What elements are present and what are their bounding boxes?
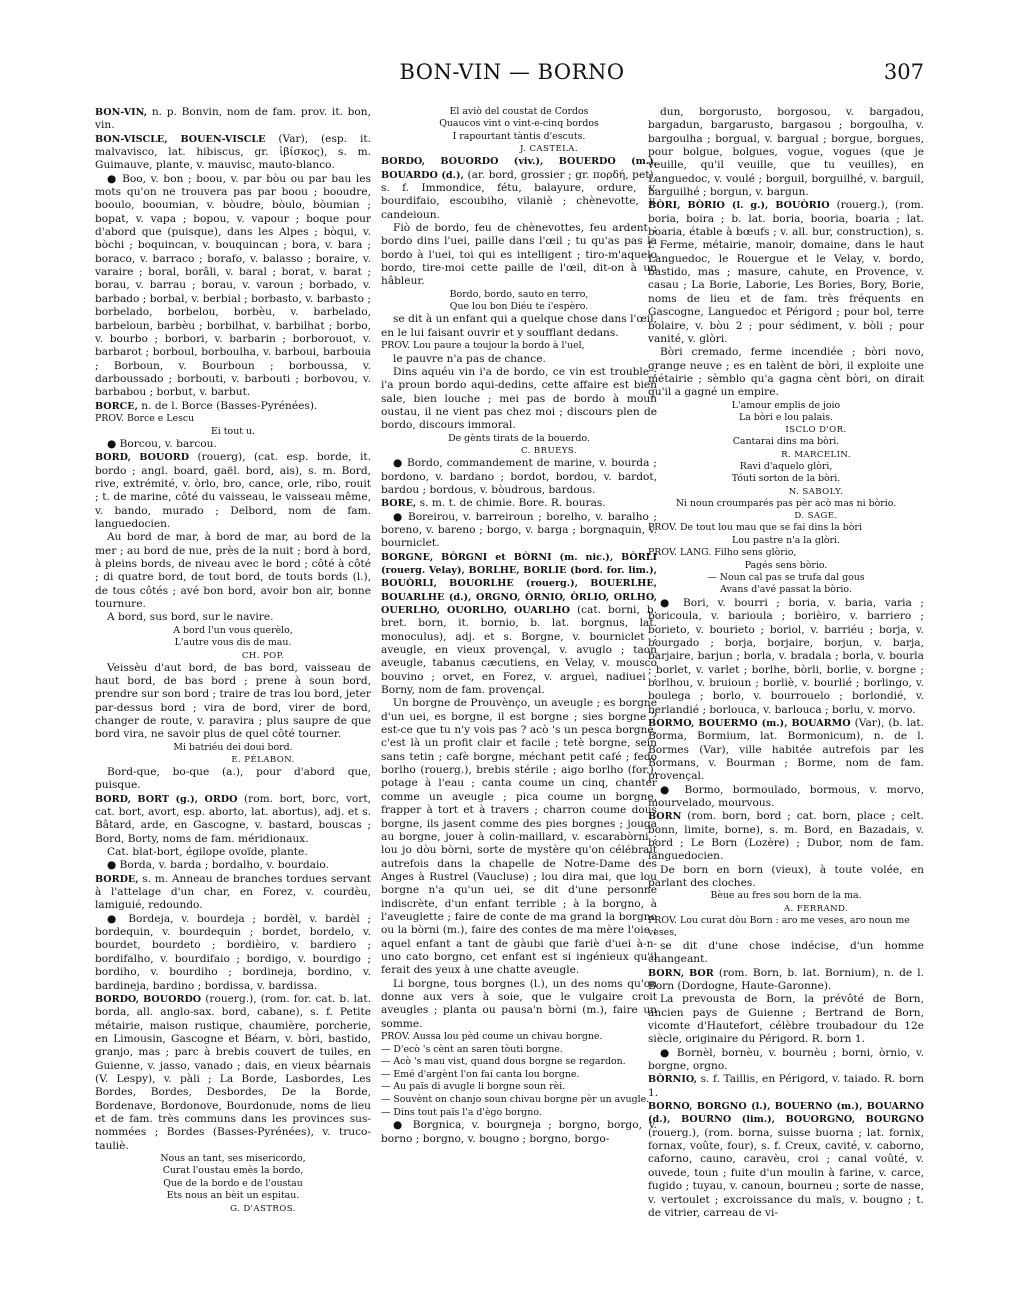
proverb-line: — D'ecò 's cènt an saren tòuti borgne.	[381, 1043, 563, 1055]
dictionary-entry	[95, 133, 371, 173]
quote-attribution: N. SABOLY.	[788, 486, 844, 497]
dictionary-entry	[381, 155, 657, 222]
entry-headword: BÒRI, BÒRIO (l. g.), BOUÒRIO	[648, 200, 830, 212]
quote-attribution: CH. POP.	[241, 650, 285, 661]
entry-text: n. p. Bonvin, nom de fam. prov. it. bon, vin.	[95, 106, 371, 132]
verse-line: Tóuti sorton de la bòri.	[731, 473, 841, 485]
entry-headword: BORMO, BOUERMO (m.), BOUARMO	[648, 717, 851, 729]
dictionary-entry	[95, 451, 371, 531]
verse-line: Cantarai dins ma bòri.	[732, 436, 840, 448]
dictionary-entry	[648, 810, 924, 863]
proverb-line: PROV. Lou paure a toujour la bordo à l'uel,	[381, 340, 585, 352]
dictionary-entry	[648, 1100, 924, 1220]
entry-paragraph: dun, borgorusto, borgosou, v. bargadou, bargadun, bargarusto, bargasou ; borgoulha, v. bargoulha ; borgual, v. bargual ; borgue, borgues, pour bolgue, bolgues, vogue, vogues (que je veuille, qu'il veuille, que tu veuilles), en Languedoc, v. voulé ; borguil, borguilhé, v. barguil, barguilhé ; borgun, v. bargun.	[648, 106, 924, 199]
entry-text: (rouerg), (cat. esp. borde, it. bordo ; angl. board, gaël. bord, ais), s. m. Bord, rive, extrémité, v. òrlo, bro, cance, orle, ribo, rouit ; t. de marine, côté du vaisseau, le vaisseau même, v. bando, murado ; Delbord, nom de fam. languedocien.	[95, 451, 371, 530]
entry-text: s. m. Anneau de branches tordues servant à l'attelage d'un char, en Forez, v. courdèu, lamiguié, redoundo.	[95, 872, 371, 912]
verse-line: Bèue au fres sou born de la ma.	[710, 890, 862, 902]
entry-paragraph: ● Bornèl, bornèu, v. bournèu ; borni, òrnio, v. borgne, orgno.	[648, 1046, 924, 1073]
quote-attribution: J. CASTELA.	[520, 144, 578, 155]
proverb-line: PROV. Lou curat dòu Born : aro me veses, aro noun me veses,	[648, 914, 910, 939]
verse-line: — Noun cal pas se trufa dal gous	[707, 572, 865, 583]
entry-text: (rom. born, bord ; cat. born, place ; celt. bonn, limite, borne), s. m. Bord, en Bazadais, v. bord ; Le Born (Lozère) ; Dubor, nom de fam. languedocien.	[648, 810, 924, 863]
proverb-line: — Acò 's mau vist, quand dous borgne se regardon.	[381, 1056, 626, 1068]
verse-line: L'amour emplis de joio	[731, 399, 841, 411]
verse-line: Ravi d'aquelo glòri,	[739, 460, 833, 472]
quote-attribution: G. D'ASTROS.	[230, 1203, 296, 1214]
verse-line: De gènts tirats de la bouerdo.	[448, 432, 590, 444]
entry-paragraph: ● Bormo, bormoulado, bormous, v. morvo, mourvelado, mourvous.	[648, 783, 924, 809]
entry-paragraph: ● Borgnica, v. bourgneja ; borgno, borgo, v. borno ; borgno, v. bougno ; borgno, borgo-	[381, 1119, 657, 1145]
verse-line: Que de la bordo e de l'oustau	[163, 1177, 303, 1189]
entry-paragraph: Dins aquéu vin i'a de bordo, ce vin est trouble ; i'a proun bordo aqui-dedins, cette affaire est bien sale, bien louche ; mei pas de bordo à moun oustau, il ne vient pas chez moi ; discours plen de bordo, discours immoral.	[381, 366, 657, 432]
quote-attribution: A. FERRAND.	[783, 903, 849, 914]
dictionary-entry	[95, 993, 371, 1153]
quote-attribution: D. SAGE.	[794, 511, 838, 521]
entry-text: (rom. Born, b. lat. Bornium), n. de l. Born (Dordogne, Haute-Garonne).	[648, 966, 924, 992]
entry-headword: BORDO, BOUORDO	[95, 993, 202, 1005]
entry-headword: BON-VISCLE, BOUEN-VISCLE	[95, 133, 266, 145]
column-3	[648, 106, 924, 1276]
verse-line: Ni noun croumparés pas pèr acò mas ni bòrio.	[675, 497, 897, 509]
entry-paragraph: Bòri cremado, ferme incendiée ; bòri novo, grange neuve ; es en talènt de bòri, il exploite une métairie ; sèmblo qu'a gagna cènt bòri, on dirait qu'il a gagné un empire.	[648, 346, 924, 399]
entry-text: (rouerg.), (rom. for. cat. b. lat. borda, all. anglo-sax. bord, cabane), s. f. Petite métairie, maison rustique, chaumière, porcherie, en Limousin, Gascogne et Béarn, v. bòri, bastido, granjo, mas ; parc à brebis couvert de tuiles, en Guienne, v. jasso, vanado ; dais, en vieux béarnais (V. Lespy), v. pàli ; La Borde, Lasbordes, Les Bordes, Bordes, Desbordes, De la Borde, Bordenave, Bordonove, Bourdonude, noms de lieu et de fam. très communs dans les provinces sus-nommées ; Bordes (Basses-Pyrénées), v. truco-tauliè.	[95, 992, 371, 1152]
entry-headword: BORD, BOUORD	[95, 452, 190, 464]
page-header	[0, 60, 1024, 96]
entry-headword: BORE,	[381, 498, 417, 510]
quote-attribution: C. BRUEYS.	[520, 446, 578, 457]
entry-paragraph: Fiò de bordo, feu de chènevottes, feu ardent ; bordo dins l'uei, paille dans l'œil ; tu qu'as pas la bordo à l'uei, toi qui es intelligent ; tiro-m'aquelo bordo, tire-moi cette paille de l'œil, dit-on à un hâbleur.	[381, 221, 657, 288]
quote-attribution: R. MARCELIN.	[781, 449, 851, 460]
proverb-line: PROV. Borce e Lescu	[95, 412, 195, 424]
verse-line: A bord l'un vous querèlo,	[173, 624, 293, 636]
page-title: BON-VIN — BORNO	[399, 60, 625, 84]
proverb-line: PROV. De tout lou mau que se fai dins la bòri	[648, 522, 862, 533]
verse-line: Avans d'avé passat la bòrio.	[720, 584, 852, 596]
verse-line: L'autre vous dis de mau.	[174, 637, 292, 649]
verse-line: Nous an tant, ses misericordo,	[160, 1152, 306, 1164]
dictionary-entry	[95, 793, 371, 846]
entry-paragraph: ● Boreirou, v. barreiroun ; borelho, v. baralho ; boreno, v. bareno ; borgo, v. barga ; borgnaquin, v. bourniclet.	[381, 510, 657, 550]
dictionary-entry	[95, 106, 371, 133]
column-2	[381, 106, 657, 1276]
entry-paragraph: ● Bori, v. bourri ; boria, v. baria, varia ; boricoula, v. barioula ; borièiro, v. barriero ; borieto, v. bourieto ; boriol, v. barriéu ; borja, v. bourgado ; borja, borjaire, borjun, v. barja, barjaire, barjun ; borla, v. bradala ; borla, v. bourla ; borlet, v. varlet ; borlhe, bòrli, borlie, v. borgne ; borlhou, v. bruioun ; borliè, v. bourlié ; borlingo, v. boulega ; borlo, v. bourrouelo ; borlondié, v. berlandié ; borlouca, v. barlouca ; borlu, v. morvo.	[648, 596, 924, 716]
entry-headword: BORDO, BOUORDO (viv.), BOUERDO (m.), BOUARDO (d.),	[381, 156, 657, 181]
entry-paragraph: Veissèu d'aut bord, de bas bord, vaisseau de haut bord, de bas bord ; prene à soun bord, prendre sur son bord ; traire de tras lou bord, jeter par-dessus bord ; vira de bord, virer de bord, changer de route, v. paravira ; plus saupre de que bord vira, ne savoir plus de quel côté tourner.	[95, 661, 371, 741]
entry-paragraph: Li borgne, tous borgnes (l.), un des noms qu'on donne aux vers à soie, que le vulgaire croit aveugles ; planta ou pausa'n bòrni (m.), faire un somme.	[381, 977, 657, 1030]
proverb-line: — Au païs di avugle li borgne soun rèi.	[381, 1081, 566, 1093]
entry-paragraph: A bord, sus bord, sur le navire.	[107, 611, 274, 624]
entry-headword: BORD, BORT (g.), ORDO	[95, 793, 238, 805]
entry-paragraph: ● Bordo, commandement de marine, v. bourda ; bordono, v. bardano ; bordot, bordou, v. bardot, bardou ; bordous, v. bòudrous, bardous.	[381, 457, 657, 496]
verse-line: I rapourtant tàntis d'escuts.	[452, 130, 586, 142]
dictionary-entry	[381, 551, 657, 698]
dictionary-entry	[381, 497, 657, 510]
entry-text: n. de l. Borce (Basses-Pyrénées).	[141, 399, 318, 412]
dictionary-entry	[648, 717, 924, 784]
entry-headword: BORNO, BORGNO (l.), BOUERNO (m.), BOUARNO (d.), BOURNO (lim.), BOUORGNO, BOURGNO	[648, 1101, 924, 1126]
entry-text: (cat. borni, b. bret. born, it. bornio, b. lat. borgnus, lat. monoculus), adj. et s. Borgne, v. bourniclet ; aveugle, en vieux provençal, v. avuglo ; taon aveugle, tabanus cæcutiens, en Velay, v. mousco bouvino ; orvet, en Forez, v. argueì, nadiuei ; Borny, nom de fam. provençal.	[381, 604, 657, 697]
entry-headword: BON-VIN,	[95, 107, 148, 118]
page-number: 307	[883, 60, 924, 84]
proverb-line: — Emé d'argènt l'on fai canta lou borgne.	[381, 1068, 580, 1080]
verse-line: Lou pastre n'a la glòri.	[732, 534, 840, 546]
verse-line: Ets nous an bèit un espitau.	[166, 1190, 300, 1202]
verse-line: Pagés sens bòrio.	[744, 559, 828, 571]
entry-text: (ar. bord, grossier ; gr. πορδή, pet), s. f. Immondice, fétu, balayure, ordure, v. bourdifaio, escoubiho, vilaniè ; chènevotte, v. candeioun.	[381, 168, 657, 221]
entry-paragraph: La prevousta de Born, la prévôté de Born, ancien pays de Guienne ; Bertrand de Born, vicomte d'Hautefort, célèbre troubadour du 12e siècle, originaire du Périgord. R. born 1.	[648, 993, 924, 1046]
entry-paragraph: ● Boo, v. bon ; boou, v. par bòu ou par bau les mots qu'on ne trouvera pas par boou ; booudre, booulo, booumian, v. bòudre, bòulo, bòumian ; bopat, v. vapa ; bopou, v. vapour ; boque pour d'abord que (puisque), dans les Alpes ; bòqui, v. bòchi ; boquincan, v. bouquincan ; bora, v. bara ; boraco, v. barraco ; borafo, v. balasso ; boraire, v. varaire ; boral, borâli, v. baral ; borat, v. barat ; borau, v. barrau ; borau, v. varoun ; borbado, v. barbado ; borbal, v. berbial ; borbasto, v. barbasto ; borbelado, borbelou, borbèu, v. barbelado, barbeloun, barbèu ; borbilhat, v. barbilhat ; borbo, v. bourbo ; borbori, v. barbarin ; borborouot, v. barbarot ; borboul, borboulha, v. barboui, barbouia ; Borboun, v. Bourboun ; borboussa, v. darboussado ; borbouti, v. barbouti ; borbovou, v. barbabou ; borbut, v. barbut.	[95, 172, 371, 399]
proverb-line: PROV. LANG. Filho sens glòrio,	[648, 547, 797, 558]
entry-headword: BORCE,	[95, 400, 138, 412]
verse-line: Mi batriéu dei doui bord.	[173, 741, 293, 753]
entry-text: (Var), (b. lat. Borma, Bormium, lat. Bormonicum), n. de l. Bormes (Var), ville habitée autrefois par les Bormans, v. Bourman ; Borme, nom de fam. provençal.	[648, 716, 924, 783]
dictionary-entry	[648, 967, 924, 994]
proverb-line: — Souvènt on chanjo soun chivau borgne pèr un avugle.	[381, 1093, 650, 1105]
quote-attribution: E. PÉLABON.	[231, 755, 295, 765]
verse-line: Que lou bon Diéu te i'espèro.	[449, 301, 589, 313]
quote-attribution: ISCLO D'OR.	[785, 425, 847, 436]
entry-text: (rouerg.), (rom. boria, boira ; b. lat. boria, booria, boaria ; lat. boaria, étable à bœufs ; v. all. bur, construction), s. f. Ferme, métairie, manoir, domaine, dans le haut Languedoc, le Rouergue et le Velay, v. bordo, bastido, mas ; masure, cahute, en Provence, v. casau ; La Borie, Laborie, Les Bories, Bory, Borie, noms de lieu et de fam. très fréquents en Gascogne, Languedoc et Périgord ; pour bol, terre bolaire, v. bòu 2 ; pour sédiment, v. bòli ; pour vanité, v. glòri.	[648, 199, 924, 345]
verse-line: El aviò del coustat de Cordos	[449, 106, 589, 117]
entry-headword: BÒRNIO,	[648, 1074, 698, 1086]
entry-paragraph: se dit d'une chose indécise, d'un homme changeant.	[648, 939, 924, 966]
verse-line: Curat l'oustau emès la bordo,	[162, 1165, 304, 1177]
dictionary-entry	[95, 400, 371, 413]
dictionary-entry	[648, 199, 924, 346]
verse-line: Ei tout u.	[210, 425, 256, 437]
entry-paragraph: le pauvre n'a pas de chance.	[393, 352, 546, 365]
entry-text: (rouerg.), (rom. borna, suisse buorna ; lat. fornix, fornax, voûte, four), s. f. Creux, cavité, v. caborno, caforno, cauno, caravèu, croi ; canal voûté, v. ouvede, toun ; fuite d'un moulin à farine, v. carce, fugido ; tuyau, v. canoun, bourneu ; sorte de nasse, v. vertoulet ; excroissance du maïs, v. bougno ; t. de vitrier, carreau de vi-	[648, 1126, 924, 1219]
entry-text: s. f. Taillis, en Périgord, v. taiado. R. born 1.	[648, 1073, 924, 1099]
entry-paragraph: ● Bordeja, v. bourdeja ; bordèl, v. bardèl ; bordequin, v. bourdequin ; bordet, bordelo, v. bourdet, bourdeto ; bordièiro, v. bardiero ; bordifalho, v. bourdifaio ; bordigo, v. bourdigo ; bordiho, v. bourdiho ; bordineja, bordino, v. bardineja, bardino ; bordissa, v. bardissa.	[95, 912, 371, 992]
column-1	[95, 106, 371, 1276]
entry-paragraph: se dit à un enfant qui a quelque chose dans l'œil, en le lui faisant ouvrir et y soufflant dedans.	[381, 313, 657, 339]
entry-headword: BORGNE, BÒRGNI et BÒRNI (m. nic.), BÒRLI (rouerg. Velay), BORLHE, BORLIE (bord. for. lim.), BOUÒRLI, BOUORLHE (rouerg.), BOUERLHE, BOUARLHE (d.), ORGNO, ÒRNIO, ÒRLIO, ORLHO, OUERLHO, OUORLHO, OUARLHO	[381, 551, 657, 616]
proverb-line: — Dins tout païs l'a d'ègo borgno.	[381, 1106, 542, 1118]
proverb-line: PROV. Aussa lou pèd coume un chivau borgne.	[381, 1031, 603, 1042]
dictionary-entry	[95, 873, 371, 913]
entry-paragraph: ● Borda, v. barda ; bordalho, v. bourdaio.	[107, 859, 329, 872]
entry-paragraph: ● Borcou, v. barcou.	[107, 437, 217, 450]
entry-paragraph: Cat. blat-bort, égilope ovoïde, plante.	[107, 846, 308, 859]
dictionary-entry	[648, 1073, 924, 1100]
verse-line: Quaucos vint o vint-e-cinq bordos	[439, 118, 599, 130]
entry-headword: BORDE,	[95, 873, 139, 885]
entry-paragraph: Au bord de mar, à bord de mar, au bord de la mer ; au bord de nue, près de la nuit ; bord à bord, à pleins bords, de niveau avec le bord ; côté à côté ; di quatre bord, de tout bord, de touts bords (l.), de tous côtés ; avé bon bord, avoir bon air, bonne tournure.	[95, 531, 371, 611]
entry-headword: BORN	[648, 811, 682, 823]
entry-text: (rom. bort, borc, vort, cat. bort, avort, esp. aborto, lat. abortus), adj. et s. Bâtard, arde, en Gascogne, v. bastard, bouscas ; Bord, Borty, noms de fam. méridionaux.	[95, 792, 371, 845]
entry-paragraph: Un borgne de Prouvènço, un aveugle ; es borgne d'un uei, es borgne, il est borgne ; sies borgne ? est-ce que tu n'y vois pas ? acò 's un pesca borgne, c'est là un profit clair et facile ; tetè borgne, sein sans tetin ; cafè borgne, méchant petit café ; fedo borlho (rouerg.), brebis stérile ; aigo borlho (for.), potage à l'eau ; canta coume un cinq, chanter comme un aveugle ; pica coume un borgne, frapper à tort et à travers ; charron coume dous borgne, ils jasent comme des pies borgnes ; jouga au borgne, jouer à colin-maillard, v. escarabòrni ; lou jo dòu bòrni, sorte de mystère qu'on célébrait autrefois dans la chapelle de Notre-Dame des Anges à Rustrel (Vaucluse) ; lou dira mai, que lou borgne n'a qu'un uei, se dit d'une personne indiscrète, d'un enfant terrible ; à la borgno, à l'aveuglette ; faire de conte de ma grand la borgno ou la bòrni (m.), faire des contes de ma mère l'oie ; aquel enfant a tant de gàubi que fariè d'uei à-n-uno cato borgno, cet enfant est si ingénieux qu'il ferait des yeux à une chatte aveugle.	[381, 697, 657, 977]
entry-paragraph: Bord-que, bo-que (a.), pour d'abord que, puisque.	[95, 766, 371, 792]
entry-headword: BORN, BOR	[648, 967, 714, 979]
entry-text: (Var), (esp. it. malvavisco, lat. hibiscus, gr. ἰβίσκος), s. m. Guimauve, plante, v. mauvisc, mauto-blanco.	[95, 132, 371, 172]
verse-line: Bordo, bordo, sauto en terro,	[449, 288, 589, 300]
entry-text: s. m. t. de chimie. Bore. R. bouras.	[419, 497, 606, 510]
entry-paragraph: De born en born (vieux), à toute volée, en parlant des cloches.	[648, 863, 924, 890]
verse-line: La bòri e lou palais.	[738, 411, 834, 423]
